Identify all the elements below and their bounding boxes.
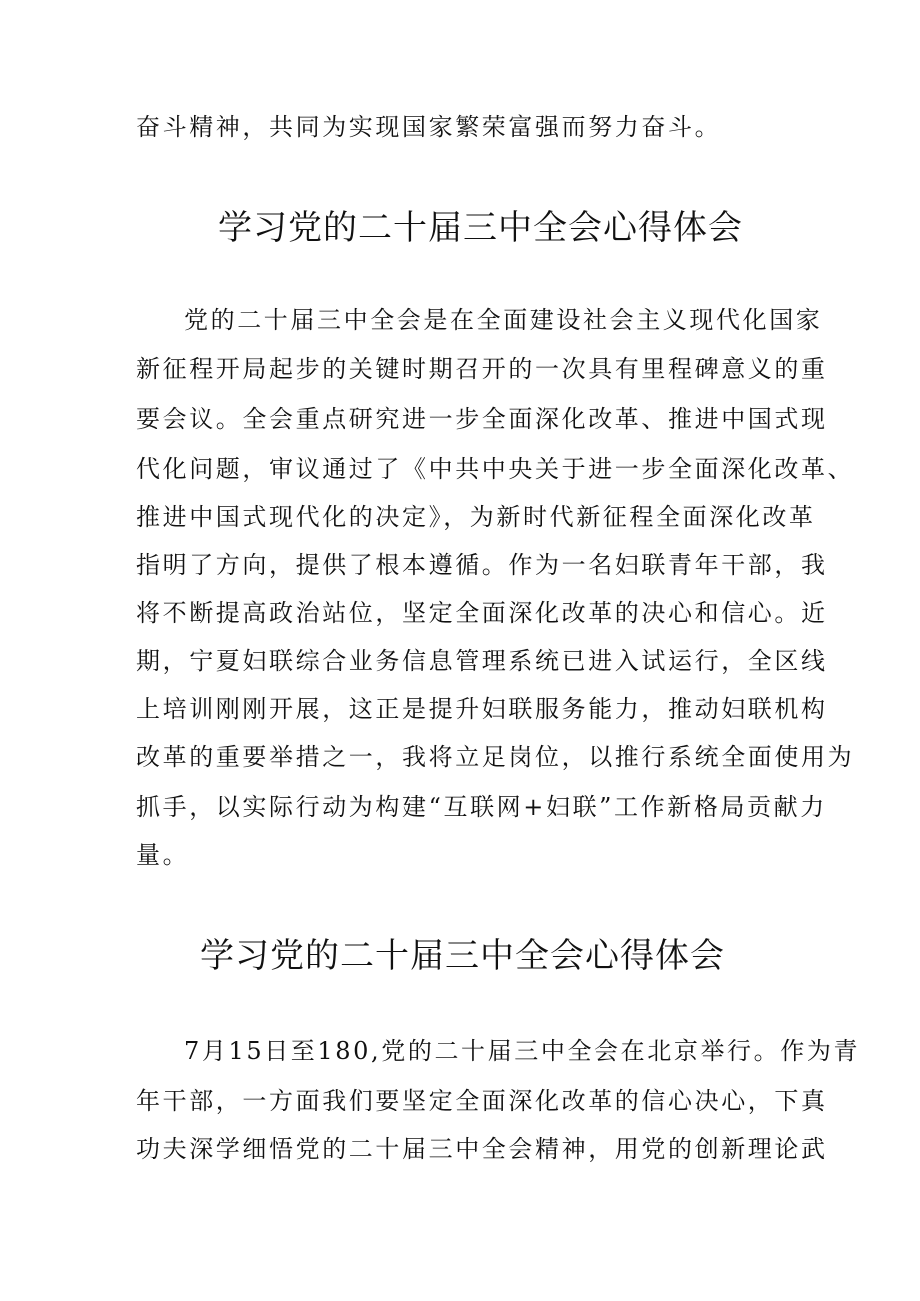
paragraph-line: 新征程开局起步的关键时期召开的一次具有里程碑意义的重: [136, 355, 828, 383]
paragraph-line: 改革的重要举措之一，我将立足岗位，以推行系统全面使用为: [136, 743, 855, 771]
paragraph-line: 要会议。全会重点研究进一步全面深化改革、推进中国式现: [136, 405, 828, 433]
paragraph-line: 上培训刚刚开展，这正是提升妇联服务能力，推动妇联机构: [136, 695, 828, 723]
paragraph-line: 期，宁夏妇联综合业务信息管理系统已进入试运行，全区线: [136, 647, 828, 675]
section-1-title: 学习党的二十届三中全会心得体会: [218, 208, 743, 248]
carryover-line-1: 奋斗精神，共同为实现国家繁荣富强而努力奋斗。: [136, 113, 722, 141]
paragraph-line: 党的二十届三中全会是在全面建设社会主义现代化国家: [184, 306, 823, 334]
paragraph-line: 功夫深学细悟党的二十届三中全会精神，用党的创新理论武: [136, 1135, 828, 1163]
paragraph-line: 年干部，一方面我们要坚定全面深化改革的信心决心，下真: [136, 1087, 828, 1115]
paragraph-line: 将不断提高政治站位，坚定全面深化改革的决心和信心。近: [136, 599, 828, 627]
paragraph-line: 抓手，以实际行动为构建“互联网+妇联”工作新格局贡献力: [136, 793, 827, 821]
paragraph-line: 推进中国式现代化的决定》，为新时代新征程全面深化改革: [136, 503, 816, 531]
paragraph-line: 7月15日至180,党的二十届三中全会在北京举行。作为青: [184, 1037, 861, 1065]
paragraph-line: 指明了方向，提供了根本遵循。作为一名妇联青年干部，我: [136, 551, 828, 579]
section-2-title: 学习党的二十届三中全会心得体会: [200, 936, 725, 976]
paragraph-line: 量。: [136, 841, 190, 869]
paragraph-line: 代化问题，审议通过了《中共中央关于进一步全面深化改革、: [136, 455, 855, 483]
